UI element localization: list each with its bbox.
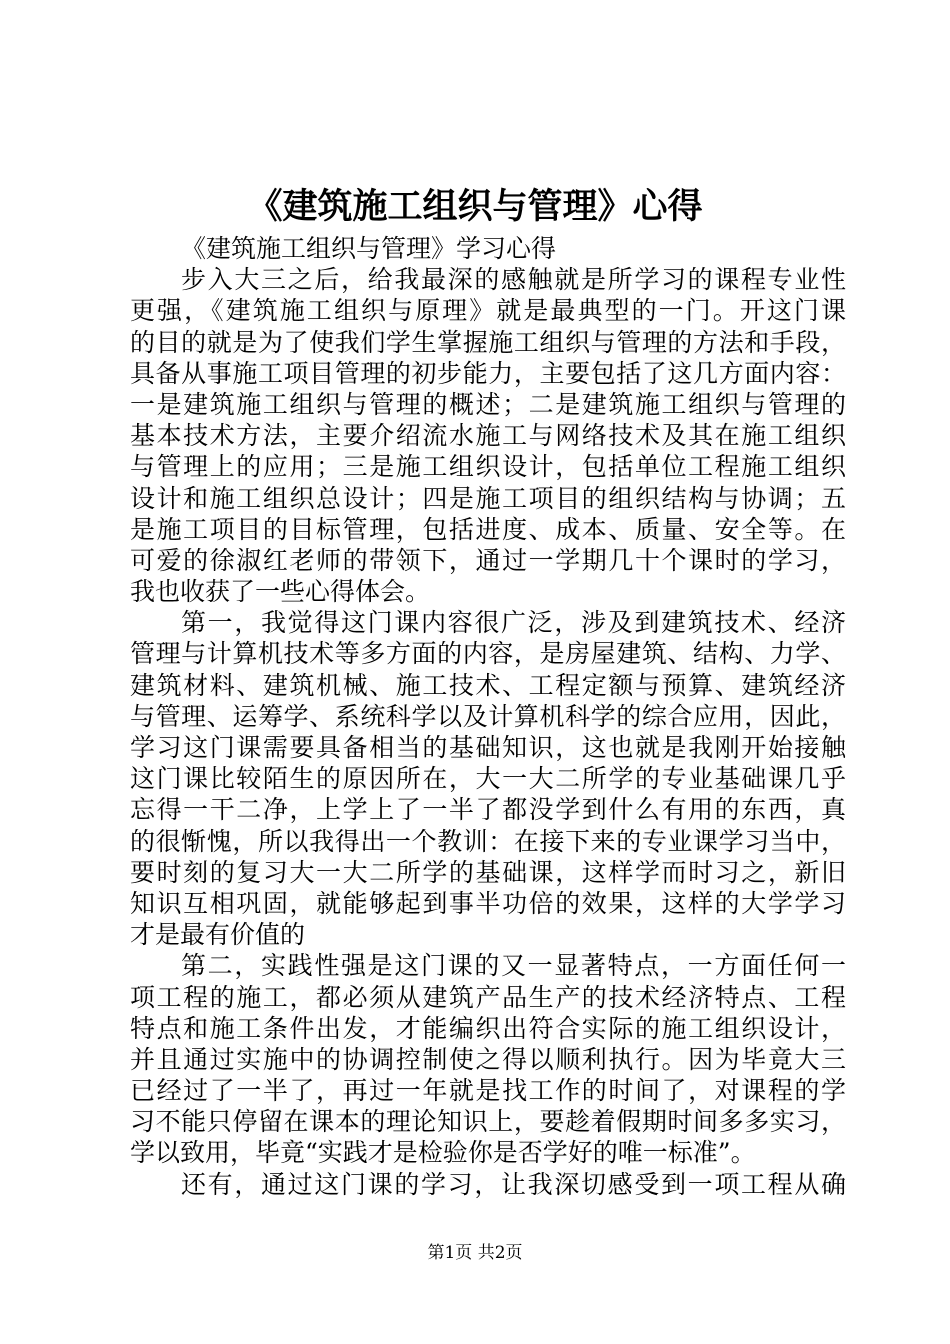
text-line: 还有，通过这门课的学习，让我深切感受到一项工程从确 xyxy=(181,1169,846,1199)
text-line: 与管理、运筹学、系统科学以及计算机科学的综合应用，因此， xyxy=(130,701,846,731)
text-line: 并且通过实施中的协调控制使之得以顺利执行。因为毕竟大三 xyxy=(130,1044,846,1074)
text-line: 第二，实践性强是这门课的又一显著特点，一方面任何一 xyxy=(181,951,846,981)
text-line: 是施工项目的目标管理，包括进度、成本、质量、安全等。在 xyxy=(130,514,846,544)
text-line: 习不能只停留在课本的理论知识上，要趁着假期时间多多实习， xyxy=(130,1107,846,1137)
text-line: 知识互相巩固，就能够起到事半功倍的效果，这样的大学学习 xyxy=(130,888,846,918)
text-line: 一是建筑施工组织与管理的概述；二是建筑施工组织与管理的 xyxy=(130,389,846,419)
text-line: 建筑材料、建筑机械、施工技术、工程定额与预算、建筑经济 xyxy=(130,670,846,700)
text-line: 更强，《建筑施工组织与原理》就是最典型的一门。开这门课 xyxy=(130,296,846,326)
text-line: 具备从事施工项目管理的初步能力，主要包括了这几方面内容： xyxy=(130,358,846,388)
subtitle-line: 《建筑施工组织与管理》学习心得 xyxy=(181,234,557,263)
page-footer: 第1页 共2页 xyxy=(427,1243,523,1263)
text-line: 第一，我觉得这门课内容很广泛，涉及到建筑技术、经济 xyxy=(181,608,846,638)
text-line: 的目的就是为了使我们学生掌握施工组织与管理的方法和手段， xyxy=(130,327,846,357)
text-line: 步入大三之后，给我最深的感触就是所学习的课程专业性 xyxy=(181,265,846,295)
text-line: 设计和施工组织总设计；四是施工项目的组织结构与协调；五 xyxy=(130,483,846,513)
text-line: 已经过了一半了，再过一年就是找工作的时间了，对课程的学 xyxy=(130,1076,846,1106)
text-line: 与管理上的应用；三是施工组织设计，包括单位工程施工组织 xyxy=(130,452,846,482)
text-line: 的很惭愧，所以我得出一个教训：在接下来的专业课学习当中， xyxy=(130,826,846,856)
text-line: 管理与计算机技术等多方面的内容，是房屋建筑、结构、力学、 xyxy=(130,639,846,669)
text-line: 要时刻的复习大一大二所学的基础课，这样学而时习之，新旧 xyxy=(130,857,846,887)
text-line: 项工程的施工，都必须从建筑产品生产的技术经济特点、工程 xyxy=(130,982,846,1012)
document-title: 《建筑施工组织与管理》心得 xyxy=(247,186,703,227)
text-line: 特点和施工条件出发，才能编织出符合实际的施工组织设计， xyxy=(130,1013,846,1043)
text-line: 我也收获了一些心得体会。 xyxy=(130,577,431,607)
document-body xyxy=(130,233,846,1200)
text-line: 学习这门课需要具备相当的基础知识，这也就是我刚开始接触 xyxy=(130,733,846,762)
text-line: 才是最有价值的 xyxy=(130,920,306,950)
text-line: 可爱的徐淑红老师的带领下，通过一学期几十个课时的学习， xyxy=(130,545,846,575)
text-line: 忘得一干二净，上学上了一半了都没学到什么有用的东西，真 xyxy=(130,795,846,825)
text-line: 学以致用，毕竟“实践才是检验你是否学好的唯一标准”。 xyxy=(130,1138,756,1168)
text-line: 这门课比较陌生的原因所在，大一大二所学的专业基础课几乎 xyxy=(130,764,846,794)
text-line: 基本技术方法，主要介绍流水施工与网络技术及其在施工组织 xyxy=(130,421,846,451)
